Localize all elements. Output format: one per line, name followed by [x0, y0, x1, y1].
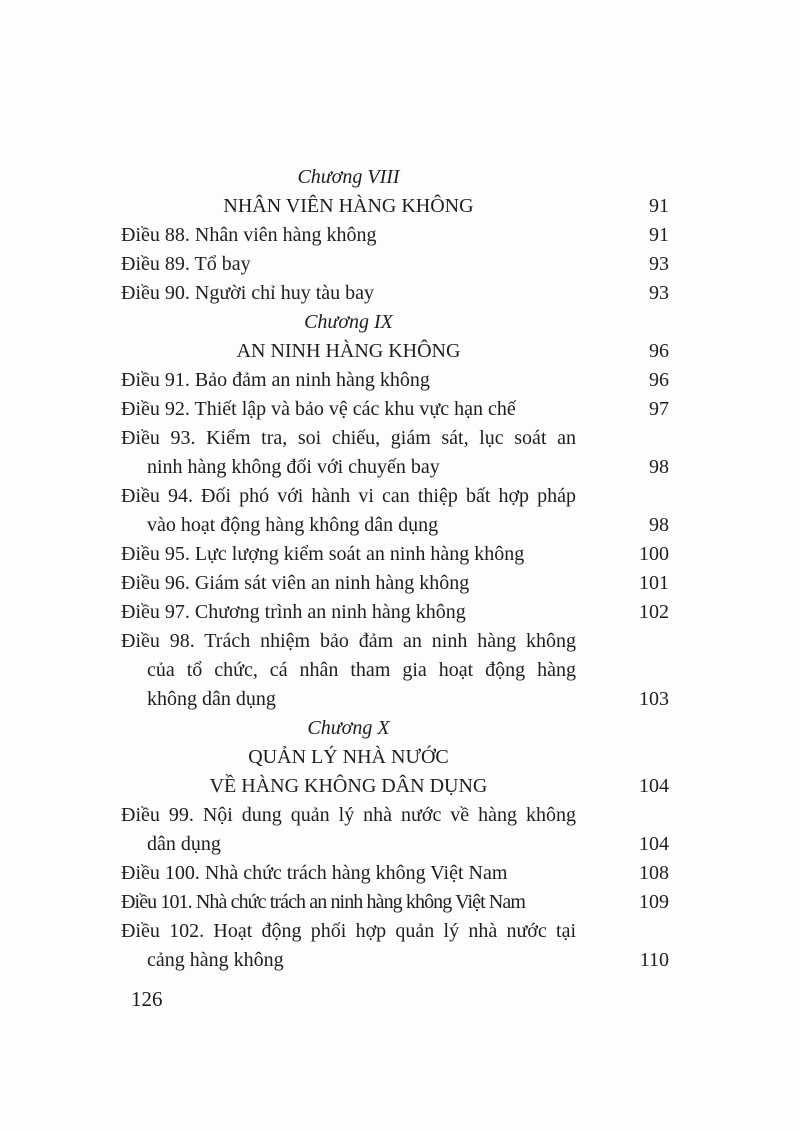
toc-row: [121, 482, 669, 511]
toc-entry-continuation: dân dụng: [147, 833, 221, 855]
chapter-label: Chương VIII: [297, 166, 400, 188]
toc-entry: Điều 93. Kiểm tra, soi chiếu, giám sát, lục soát an: [121, 427, 576, 449]
toc-row: [121, 250, 669, 279]
toc-row: [121, 801, 669, 830]
toc-row: [121, 627, 669, 656]
toc-page-number: 91: [649, 195, 669, 217]
toc-row: [121, 337, 669, 366]
toc-page-number: 98: [649, 514, 669, 536]
toc-row: [121, 540, 669, 569]
chapter-title: AN NINH HÀNG KHÔNG: [236, 340, 461, 362]
toc-page-number: 104: [639, 775, 669, 797]
toc-row: [121, 395, 669, 424]
toc-page-number: 108: [639, 862, 669, 884]
toc-entry: Điều 91. Bảo đảm an ninh hàng không: [121, 369, 430, 391]
toc-row: [121, 656, 669, 685]
toc-page-number: 104: [639, 833, 669, 855]
toc-row: [121, 772, 669, 801]
chapter-label: Chương IX: [304, 311, 393, 333]
toc-entry-continuation: của tổ chức, cá nhân tham gia hoạt động hàng: [147, 659, 576, 681]
toc-page-number: 103: [639, 688, 669, 710]
chapter-title: NHÂN VIÊN HÀNG KHÔNG: [223, 195, 474, 217]
toc-row: [121, 192, 669, 221]
folio-page-number: 126: [131, 987, 163, 1011]
toc-entry: Điều 102. Hoạt động phối hợp quản lý nhà nước tại: [121, 920, 576, 942]
toc-entry: Điều 95. Lực lượng kiểm soát an ninh hàng không: [121, 543, 525, 565]
toc-page-number: 93: [649, 282, 669, 304]
chapter-label: Chương X: [307, 717, 390, 739]
toc-row: [121, 598, 669, 627]
toc-entry: Điều 94. Đối phó với hành vi can thiệp bất hợp pháp: [121, 485, 576, 507]
toc-entry-continuation: vào hoạt động hàng không dân dụng: [147, 514, 439, 536]
toc-entry: Điều 101. Nhà chức trách an ninh hàng không Việt Nam: [121, 891, 526, 913]
toc-entry: Điều 89. Tổ bay: [121, 253, 251, 275]
toc-row: [121, 917, 669, 946]
toc-entry: Điều 88. Nhân viên hàng không: [121, 224, 377, 246]
toc-entry: Điều 98. Trách nhiệm bảo đảm an ninh hàng không: [121, 630, 576, 652]
toc-entry-continuation: cảng hàng không: [147, 949, 284, 971]
toc-row: [121, 308, 669, 337]
toc-row: [121, 511, 669, 540]
toc-row: [121, 743, 669, 772]
toc-page-number: 110: [639, 949, 669, 971]
toc-row: [121, 366, 669, 395]
toc-row: [121, 279, 669, 308]
toc-page-number: 109: [639, 891, 669, 913]
toc-entry: Điều 97. Chương trình an ninh hàng không: [121, 601, 466, 623]
toc-row: [121, 221, 669, 250]
toc-page-number: 97: [649, 398, 669, 420]
toc-entry: Điều 90. Người chỉ huy tàu bay: [121, 282, 375, 304]
toc-entry: Điều 96. Giám sát viên an ninh hàng không: [121, 572, 470, 594]
toc-page-number: 100: [639, 543, 669, 565]
table-of-contents: [121, 163, 669, 975]
toc-page-number: 96: [649, 340, 669, 362]
toc-page-number: 93: [649, 253, 669, 275]
toc-row: [121, 163, 669, 192]
toc-row: [121, 424, 669, 453]
toc-row: [121, 946, 669, 975]
toc-entry: Điều 100. Nhà chức trách hàng không Việt Nam: [121, 862, 508, 884]
toc-entry: Điều 92. Thiết lập và bảo vệ các khu vực hạn chế: [121, 398, 516, 420]
chapter-title: VỀ HÀNG KHÔNG DÂN DỤNG: [209, 775, 488, 797]
toc-entry: Điều 99. Nội dung quản lý nhà nước về hàng không: [121, 804, 576, 826]
toc-row: [121, 859, 669, 888]
toc-row: [121, 888, 669, 917]
toc-page-number: 96: [649, 369, 669, 391]
toc-row: [121, 569, 669, 598]
toc-row: [121, 714, 669, 743]
toc-row: [121, 830, 669, 859]
toc-row: [121, 453, 669, 482]
toc-page-number: 91: [649, 224, 669, 246]
toc-page-number: 101: [639, 572, 669, 594]
toc-page-number: 102: [639, 601, 669, 623]
toc-row: [121, 685, 669, 714]
toc-entry-continuation: không dân dụng: [147, 688, 276, 710]
toc-entry-continuation: ninh hàng không đối với chuyến bay: [147, 456, 440, 478]
toc-page-number: 98: [649, 456, 669, 478]
chapter-title: QUẢN LÝ NHÀ NƯỚC: [248, 746, 449, 768]
